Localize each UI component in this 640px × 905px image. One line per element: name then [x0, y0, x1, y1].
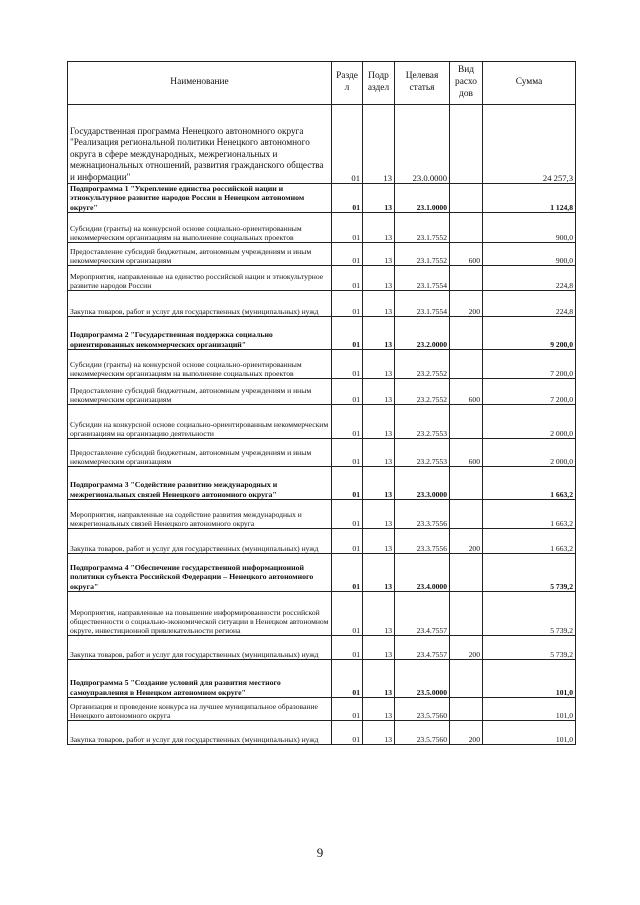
row-sum: 1 124,8 — [483, 184, 576, 213]
row-section: 01 — [332, 592, 363, 636]
row-expense-type — [450, 405, 483, 439]
row-sum: 1 663,2 — [483, 467, 576, 500]
table-row — [68, 317, 576, 350]
row-name: Подпрограмма 4 "Обеспечение государственной информационной политики субъекта Российской Федерации – Ненецкого автономного округа" — [68, 554, 332, 592]
row-expense-type: 200 — [450, 529, 483, 554]
table-row — [68, 554, 576, 592]
header-sum: Сумма — [483, 62, 576, 105]
row-expense-type — [450, 554, 483, 592]
row-section: 01 — [332, 350, 363, 379]
row-section: 01 — [332, 213, 363, 243]
table-row — [68, 721, 576, 745]
row-section: 01 — [332, 554, 363, 592]
row-target: 23.1.7554 — [395, 266, 450, 291]
table-row — [68, 213, 576, 243]
table-row — [68, 500, 576, 529]
row-expense-type — [450, 467, 483, 500]
row-name: Закупка товаров, работ и услуг для государственных (муниципальных) нужд — [68, 529, 332, 554]
row-subsection: 13 — [363, 721, 395, 745]
row-name: Закупка товаров, работ и услуг для государственных (муниципальных) нужд — [68, 636, 332, 660]
row-target: 23.3.0000 — [395, 467, 450, 500]
row-target: 23.4.0000 — [395, 554, 450, 592]
row-target: 23.5.7560 — [395, 721, 450, 745]
row-subsection: 13 — [363, 660, 395, 698]
row-sum: 101,0 — [483, 721, 576, 745]
row-sum: 24 257,3 — [483, 105, 576, 184]
row-sum: 900,0 — [483, 213, 576, 243]
row-name: Мероприятия, направленные на повышение информированности российской общественности о социально-экономической ситуации в Ненецком автономном округе, инвестиционной привлекательности региона — [68, 592, 332, 636]
row-target: 23.2.7553 — [395, 405, 450, 439]
row-name: Предоставление субсидий бюджетным, автономным учреждениям и иным некоммерческим организациям — [68, 243, 332, 266]
row-target: 23.3.7556 — [395, 529, 450, 554]
row-section: 01 — [332, 467, 363, 500]
row-sum: 5 739,2 — [483, 636, 576, 660]
row-section: 01 — [332, 439, 363, 467]
row-section: 01 — [332, 660, 363, 698]
table-row — [68, 105, 576, 184]
row-subsection: 13 — [363, 636, 395, 660]
table-row — [68, 467, 576, 500]
row-name: Организация и проведение конкурса на лучшее муниципальное образование Ненецкого автономного округа — [68, 698, 332, 721]
header-subsection: Подр аздел — [363, 62, 395, 105]
row-subsection: 13 — [363, 698, 395, 721]
row-expense-type: 200 — [450, 636, 483, 660]
row-name: Подпрограмма 3 "Содействие развитию международных и межрегиональных связей Ненецкого автономного округа" — [68, 467, 332, 500]
table-row — [68, 379, 576, 405]
row-subsection: 13 — [363, 439, 395, 467]
row-expense-type: 200 — [450, 721, 483, 745]
row-section: 01 — [332, 698, 363, 721]
row-sum: 1 663,2 — [483, 500, 576, 529]
table-row — [68, 291, 576, 317]
row-name: Субсидии (гранты) на конкурсной основе социально-ориентированным некоммерческим организациям на выполнение социальных проектов — [68, 213, 332, 243]
row-subsection: 13 — [363, 243, 395, 266]
row-expense-type — [450, 184, 483, 213]
row-sum: 224,8 — [483, 291, 576, 317]
row-target: 23.1.7554 — [395, 291, 450, 317]
row-sum: 1 663,2 — [483, 529, 576, 554]
row-sum: 7 200,0 — [483, 350, 576, 379]
table-row — [68, 698, 576, 721]
row-name: Субсидии на конкурсной основе социально-ориентированным некоммерческим организациям на организацию деятельности — [68, 405, 332, 439]
row-target: 23.0.0000 — [395, 105, 450, 184]
row-subsection: 13 — [363, 213, 395, 243]
row-expense-type — [450, 660, 483, 698]
row-section: 01 — [332, 266, 363, 291]
row-expense-type: 600 — [450, 243, 483, 266]
row-section: 01 — [332, 317, 363, 350]
table-row — [68, 266, 576, 291]
header-expense-type: Вид расхо дов — [450, 62, 483, 105]
row-subsection: 13 — [363, 350, 395, 379]
row-target: 23.5.0000 — [395, 660, 450, 698]
row-target: 23.3.7556 — [395, 500, 450, 529]
table-row — [68, 660, 576, 698]
row-sum: 101,0 — [483, 660, 576, 698]
row-subsection: 13 — [363, 266, 395, 291]
row-expense-type: 600 — [450, 379, 483, 405]
table-row — [68, 636, 576, 660]
row-name: Подпрограмма 2 "Государственная поддержка социально ориентированных некоммерческих организаций" — [68, 317, 332, 350]
row-subsection: 13 — [363, 529, 395, 554]
table-row — [68, 439, 576, 467]
page-number: 9 — [316, 845, 324, 860]
row-section: 01 — [332, 636, 363, 660]
table-row — [68, 529, 576, 554]
row-sum: 5 739,2 — [483, 592, 576, 636]
row-name: Подпрограмма 1 "Укрепление единства российской нации и этнокультурное развитие народов России в Ненецком автономном округе" — [68, 184, 332, 213]
row-target: 23.2.7552 — [395, 350, 450, 379]
row-subsection: 13 — [363, 379, 395, 405]
row-expense-type — [450, 500, 483, 529]
row-section: 01 — [332, 500, 363, 529]
row-name: Закупка товаров, работ и услуг для государственных (муниципальных) нужд — [68, 291, 332, 317]
row-sum: 224,8 — [483, 266, 576, 291]
row-name: Предоставление субсидий бюджетным, автономным учреждениям и иным некоммерческим организациям — [68, 439, 332, 467]
row-target: 23.1.7552 — [395, 213, 450, 243]
row-target: 23.4.7557 — [395, 636, 450, 660]
row-section: 01 — [332, 291, 363, 317]
row-expense-type — [450, 350, 483, 379]
header-section: Разде л — [332, 62, 363, 105]
row-section: 01 — [332, 105, 363, 184]
row-sum: 2 000,0 — [483, 439, 576, 467]
row-section: 01 — [332, 379, 363, 405]
row-sum: 900,0 — [483, 243, 576, 266]
table-row — [68, 184, 576, 213]
row-subsection: 13 — [363, 554, 395, 592]
row-name: Государственная программа Ненецкого автономного округа "Реализация региональной политики Ненецкого автономного округа в сфере международных, межрегиональных и межнациональных отношений, развития гражданского общества и информации" — [68, 105, 332, 184]
row-expense-type: 600 — [450, 439, 483, 467]
row-section: 01 — [332, 243, 363, 266]
row-section: 01 — [332, 529, 363, 554]
row-sum: 2 000,0 — [483, 405, 576, 439]
row-subsection: 13 — [363, 467, 395, 500]
row-expense-type: 200 — [450, 291, 483, 317]
row-target: 23.5.7560 — [395, 698, 450, 721]
row-name: Подпрограмма 5 "Создание условий для развития местного самоуправления в Ненецком автономном округе" — [68, 660, 332, 698]
row-section: 01 — [332, 184, 363, 213]
row-sum: 7 200,0 — [483, 379, 576, 405]
header-target: Целевая статья — [395, 62, 450, 105]
row-target: 23.1.0000 — [395, 184, 450, 213]
row-expense-type — [450, 213, 483, 243]
row-target: 23.2.0000 — [395, 317, 450, 350]
row-target: 23.2.7553 — [395, 439, 450, 467]
row-sum: 101,0 — [483, 698, 576, 721]
row-subsection: 13 — [363, 184, 395, 213]
row-sum: 5 739,2 — [483, 554, 576, 592]
row-sum: 9 200,0 — [483, 317, 576, 350]
row-target: 23.2.7552 — [395, 379, 450, 405]
row-expense-type — [450, 698, 483, 721]
row-expense-type — [450, 592, 483, 636]
row-target: 23.4.7557 — [395, 592, 450, 636]
table-row — [68, 350, 576, 379]
row-name: Субсидии (гранты) на конкурсной основе социально-ориентированным некоммерческим организациям на выполнение социальных проектов — [68, 350, 332, 379]
row-section: 01 — [332, 721, 363, 745]
row-expense-type — [450, 105, 483, 184]
row-section: 01 — [332, 405, 363, 439]
row-expense-type — [450, 317, 483, 350]
row-name: Предоставление субсидий бюджетным, автономным учреждениям и иным некоммерческим организациям — [68, 379, 332, 405]
row-subsection: 13 — [363, 592, 395, 636]
row-target: 23.1.7552 — [395, 243, 450, 266]
row-subsection: 13 — [363, 105, 395, 184]
table-row — [68, 243, 576, 266]
row-subsection: 13 — [363, 291, 395, 317]
row-expense-type — [450, 266, 483, 291]
table-row — [68, 592, 576, 636]
row-subsection: 13 — [363, 405, 395, 439]
row-name: Закупка товаров, работ и услуг для государственных (муниципальных) нужд — [68, 721, 332, 745]
row-subsection: 13 — [363, 500, 395, 529]
budget-table — [67, 61, 576, 745]
row-name: Мероприятия, направленные на содействие развития международных и межрегиональных связей Ненецкого автономного округа — [68, 500, 332, 529]
row-subsection: 13 — [363, 317, 395, 350]
header-name: Наименование — [68, 62, 332, 105]
table-row — [68, 405, 576, 439]
table-header-row — [68, 62, 576, 105]
row-name: Мероприятия, направленные на единство российской нации и этнокультурное развитие народов России — [68, 266, 332, 291]
